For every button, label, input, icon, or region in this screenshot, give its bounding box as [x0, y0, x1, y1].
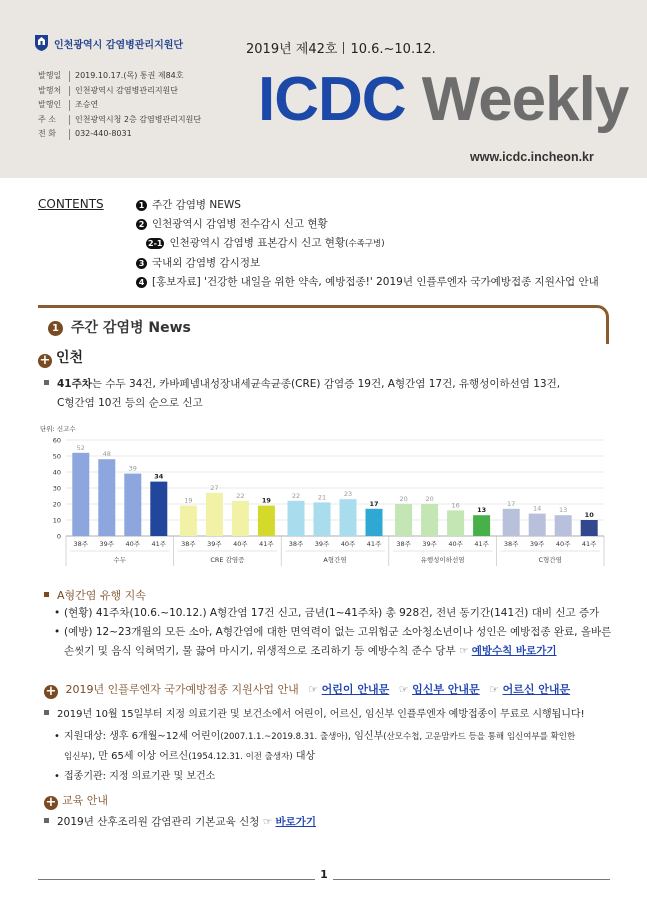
toc-item[interactable]: 2 인천광역시 감염병 전수감시 신고 현황: [136, 215, 599, 234]
data-label: 10: [584, 511, 594, 519]
meta-key: 발행인: [38, 100, 62, 109]
x-tick-label: 39주: [529, 540, 545, 548]
y-tick-label: 40: [52, 468, 61, 477]
brand-icdc: ICDC: [258, 65, 406, 134]
newsletter-header: [0, 0, 647, 178]
weekly-summary: 41주차는 수두 34건, 카바페넴내성장내세균속균종(CRE) 감염증 19건, A형간염 17건, 유행성이하선염 13건, C형간염 10건 등의 순으로 신고: [44, 375, 614, 413]
x-tick-label: 40주: [448, 540, 463, 548]
page-number: 1: [315, 868, 333, 886]
meta-row: [38, 98, 201, 113]
data-label: 17: [507, 499, 516, 508]
flu-bullets: • 지원대상: 생후 6개월~12세 어린이(2007.1.1.~2019.8.31. 출생아), 임신부(산모수첩, 고운맘카드 등을 통해 임신여부를 확인한 임신부), 만 65세 이상 어르신(1954.12.31. 이전 출생자) 대상 • 접종기관: 지정 의료기관 및 보건소: [54, 727, 614, 786]
data-label: 19: [184, 496, 193, 505]
chart-bar: [150, 482, 167, 536]
section-title: 1 주간 감염병 News: [48, 317, 191, 337]
list-item: • (예방) 12~23개월의 모든 소아, A형간염에 대한 면역력이 없는 고위험군 소아청소년이나 성인은 예방접종 완료, 올바른: [54, 626, 612, 638]
data-label: 19: [261, 496, 271, 505]
x-tick-label: 38주: [396, 540, 411, 548]
x-tick-label: 41주: [259, 540, 274, 548]
chart-bar: [258, 506, 275, 536]
y-tick-label: 10: [52, 516, 61, 525]
publication-meta: [38, 69, 201, 142]
x-tick-label: 41주: [366, 540, 382, 548]
issue-period: 10.6.~10.12.: [350, 42, 436, 57]
child-notice-link[interactable]: 어린이 안내문: [321, 683, 390, 696]
chart-bar: [124, 474, 141, 536]
x-tick-label: 40주: [125, 540, 141, 548]
x-tick-label: 39주: [422, 540, 437, 548]
chart-unit-label: 단위: 신고수: [40, 425, 76, 433]
flu-intro: 2019년 10월 15일부터 지정 의료기관 및 보건소에서 어린이, 어르신, 임신부 인플루엔자 예방접종이 무료로 시행됩니다!: [44, 705, 619, 724]
org-logo: [34, 34, 183, 52]
data-label: 22: [236, 491, 245, 500]
x-tick-label: 38주: [288, 540, 304, 548]
hepA-heading: A형간염 유행 지속: [44, 587, 146, 603]
y-tick-label: 20: [52, 500, 61, 509]
y-tick-label: 0: [56, 532, 61, 541]
toc-item[interactable]: 4 [홍보자료] '건강한 내일을 위한 약속, 예방접종!' 2019년 인플루엔자 국가예방접종 지원사업 안내: [136, 273, 599, 292]
bullet-square-icon: [44, 818, 49, 823]
education-link[interactable]: 바로가기: [275, 816, 317, 828]
elderly-notice-link[interactable]: 어르신 안내문: [502, 683, 571, 696]
pregnant-notice-link[interactable]: 임신부 안내문: [412, 683, 480, 696]
x-tick-label: 39주: [99, 540, 115, 548]
x-tick-label: 39주: [314, 540, 330, 548]
data-label: 20: [399, 495, 408, 503]
meta-key: 전 화: [38, 129, 56, 138]
meta-row: [38, 127, 201, 142]
x-tick-label: 41주: [151, 540, 167, 548]
chart-bar: [98, 459, 115, 536]
meta-value: 인천광역시 감염병관리지원단: [75, 85, 179, 95]
issue-number: 2019년 제42호: [246, 42, 338, 57]
x-tick-label: 38주: [181, 540, 196, 548]
chart-bar: [395, 504, 412, 536]
group-label: 유행성이하선염: [420, 556, 465, 564]
toc-item[interactable]: 3 국내외 감염병 감시정보: [136, 254, 599, 273]
meta-key: 발행처: [38, 85, 62, 95]
chart-bar: [206, 493, 223, 536]
y-tick-label: 30: [52, 484, 61, 493]
chart-bar: [529, 514, 546, 536]
x-tick-label: 38주: [73, 540, 89, 548]
hepA-bullets: • (현황) 41주차(10.6.~10.12.) A형간염 17건 신고, 금년(1~41주차) 총 928건, 전년 동기간(141건) 대비 신고 증가 • (예방) 12~23개월의 모든 소아, A형간염에 대한 면역력이 없는 고위험군 소아청소년이나 성인은 예방접종 완료, 올바른 손씻기 및 음식 익혀먹기, 물 끓여 마시기, 위생적으로 조리하기 등 예방수칙 준수 당부 ☞ 예방수칙 바로가기: [54, 604, 614, 661]
x-tick-label: 41주: [581, 540, 597, 548]
chart-bar: [72, 453, 89, 536]
x-tick-label: 41주: [474, 540, 489, 548]
plus-icon: +: [45, 795, 57, 810]
list-item: • 지원대상: 생후 6개월~12세 어린이(2007.1.1.~2019.8.31. 출생아), 임신부(산모수첩, 고운맘카드 등을 통해 임신여부를 확인한: [54, 731, 576, 742]
brand-title: [258, 65, 629, 134]
data-label: 16: [451, 501, 460, 510]
education-item: 2019년 산후조리원 감염관리 기본교육 신청 ☞ 바로가기: [44, 813, 614, 832]
x-tick-label: 39주: [207, 540, 222, 548]
chart-bar: [555, 515, 572, 536]
group-label: CRE 감염증: [210, 556, 245, 564]
y-tick-label: 50: [52, 452, 61, 461]
list-item: • 접종기관: 지정 의료기관 및 보건소: [54, 771, 216, 782]
education-heading: + 교육 안내: [45, 794, 109, 810]
y-tick-label: 60: [52, 436, 61, 445]
chart-bar: [232, 501, 249, 536]
data-label: 27: [210, 483, 219, 492]
data-label: 14: [533, 504, 542, 513]
meta-key: 주 소: [38, 114, 56, 124]
x-tick-label: 40주: [555, 540, 571, 548]
chart-bar: [581, 520, 598, 536]
chart-bar: [503, 509, 520, 536]
bullet-square-icon: [44, 710, 49, 715]
table-of-contents: [136, 196, 599, 292]
contents-label: CONTENTS: [38, 197, 104, 211]
chart-bar: [340, 499, 357, 536]
chart-bar: [421, 504, 438, 536]
meta-value: 조승연: [75, 100, 99, 109]
prevention-link[interactable]: 예방수칙 바로가기: [471, 645, 557, 657]
data-label: 34: [154, 472, 164, 481]
data-label: 52: [76, 443, 85, 452]
org-name: 인천광역시 감염병관리지원단: [54, 39, 184, 51]
x-tick-label: 40주: [233, 540, 248, 548]
data-label: 13: [477, 506, 487, 515]
chart-bar: [288, 501, 305, 536]
meta-value: 2019.10.17.(목) 통권 제84호: [75, 71, 184, 80]
x-tick-label: 40주: [340, 540, 356, 548]
group-label: C형간염: [538, 556, 562, 564]
brand-weekly: Weekly: [421, 65, 629, 134]
section-header: [38, 305, 609, 344]
bullet-square-icon: [44, 592, 49, 597]
issue-info: [246, 38, 436, 57]
plus-icon: +: [39, 353, 51, 368]
meta-row: [38, 113, 201, 128]
data-label: 17: [369, 499, 379, 508]
website-url[interactable]: www.icdc.incheon.kr: [470, 150, 594, 164]
list-item: • (현황) 41주차(10.6.~10.12.) A형간염 17건 신고, 금년(1~41주차) 총 928건, 전년 동기간(141건) 대비 신고 증가: [54, 607, 600, 619]
plus-icon: +: [45, 684, 57, 699]
meta-key: 발행일: [38, 71, 62, 80]
shield-icon: [34, 34, 49, 52]
chart-bar: [366, 509, 383, 536]
chart-bar: [473, 515, 490, 536]
meta-value: 인천광역시청 2층 감염병관리지원단: [75, 114, 202, 124]
incheon-heading: + 인천: [39, 350, 84, 368]
meta-value: 032-440-8031: [75, 129, 132, 138]
chart-bar: [447, 510, 464, 536]
data-label: 21: [317, 493, 327, 502]
toc-item[interactable]: 2-1 인천광역시 감염병 표본감시 신고 현황(수족구병): [148, 237, 385, 249]
meta-row: [38, 84, 201, 99]
meta-row: [38, 69, 201, 84]
toc-item[interactable]: 1 주간 감염병 NEWS: [136, 196, 599, 215]
flu-heading: + 2019년 인플루엔자 국가예방접종 지원사업 안내 ☞ 어린이 안내문 ☞ 임신부 안내문 ☞ 어르신 안내문: [45, 683, 571, 699]
weekly-report-bar-chart: [38, 420, 610, 580]
x-tick-label: 38주: [503, 540, 519, 548]
group-label: A형간염: [323, 556, 347, 564]
data-label: 13: [559, 506, 568, 515]
bullet-square-icon: [44, 380, 49, 385]
data-label: 23: [343, 490, 353, 499]
chart-bar: [180, 506, 197, 536]
data-label: 39: [128, 464, 137, 473]
data-label: 20: [425, 495, 434, 503]
data-label: 48: [102, 450, 111, 459]
group-label: 수두: [113, 556, 127, 564]
chart-bar: [314, 502, 331, 536]
data-label: 22: [291, 491, 301, 500]
